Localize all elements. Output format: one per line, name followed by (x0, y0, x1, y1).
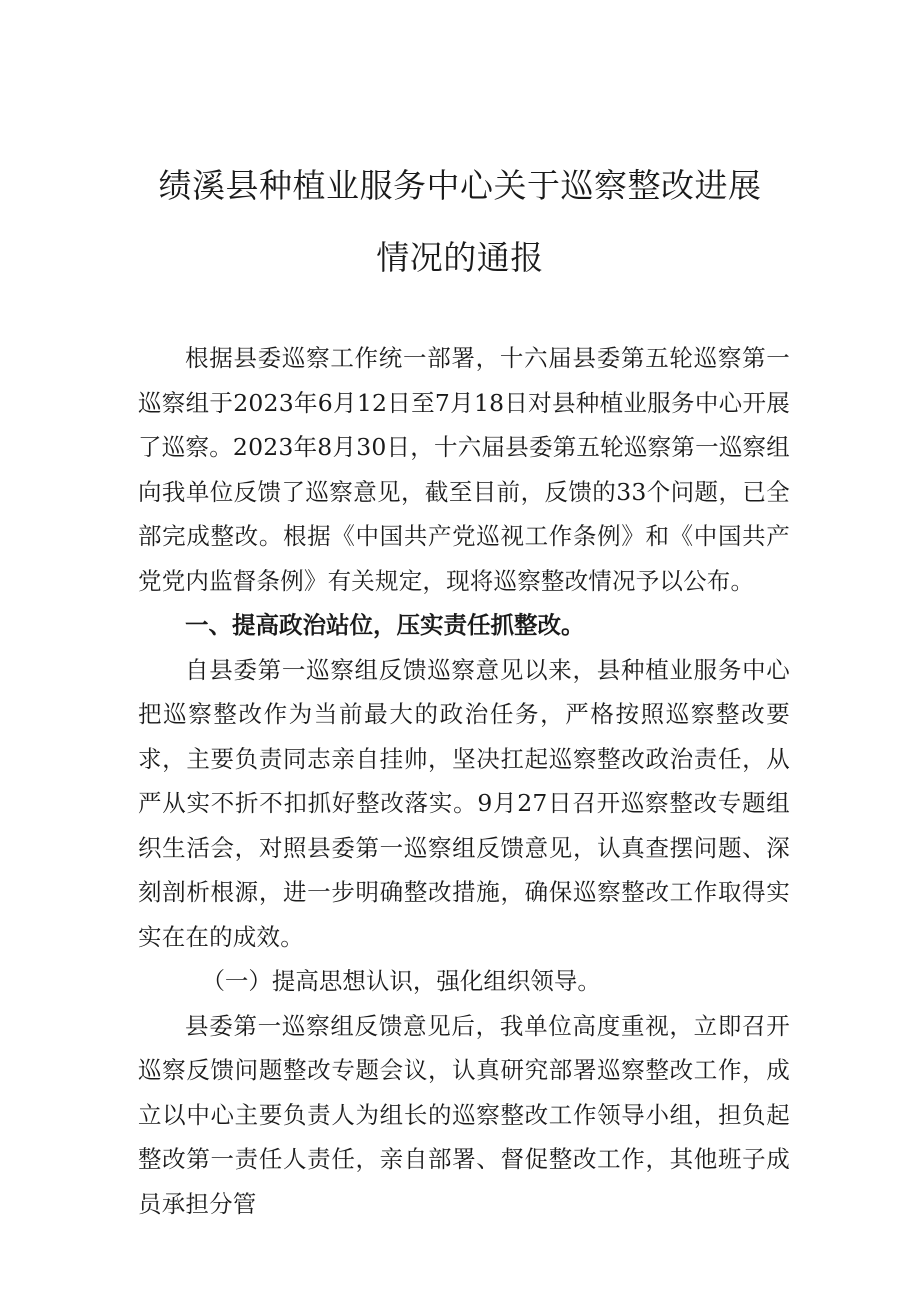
paragraph-subsection-1: 县委第一巡察组反馈意见后，我单位高度重视，立即召开巡察反馈问题整改专题会议，认真研究部署巡察整改工作，成立以中心主要负责人为组长的巡察整改工作领导小组，担负起整改第一责任人责任，亲自部署、督促整改工作，其他班子成员承担分管 (138, 1011, 790, 1218)
section-heading-1: 一、提高政治站位，压实责任抓整改。 (185, 611, 585, 639)
paragraph-section-1: 自县委第一巡察组反馈巡察意见以来，县种植业服务中心把巡察整改作为当前最大的政治任务，严格按照巡察整改要求，主要负责同志亲自挂帅，坚决扛起巡察整改政治责任，从严从实不折不扣抓好整改落实。9月27日召开巡察整改专题组织生活会，对照县委第一巡察组反馈意见，认真查摆问题、深刻剖析根源，进一步明确整改措施，确保巡察整改工作取得实实在在的成效。 (138, 655, 790, 951)
document-body (138, 336, 790, 1226)
document-title-line2: 情况的通报 (376, 238, 544, 277)
subsection-heading-1: （一）提高思想认识，强化组织领导。 (201, 967, 601, 995)
paragraph-intro: 根据县委巡察工作统一部署，十六届县委第五轮巡察第一巡察组于2023年6月12日至7月18日对县种植业服务中心开展了巡察。2023年8月30日，十六届县委第五轮巡察第一巡察组向我单位反馈了巡察意见，截至目前，反馈的33个问题，已全部完成整改。根据《中国共产党巡视工作条例》和《中国共产党党内监督条例》有关规定，现将巡察整改情况予以公布。 (138, 344, 790, 595)
document-title-line1: 绩溪县种植业服务中心关于巡察整改进展 (158, 166, 762, 205)
